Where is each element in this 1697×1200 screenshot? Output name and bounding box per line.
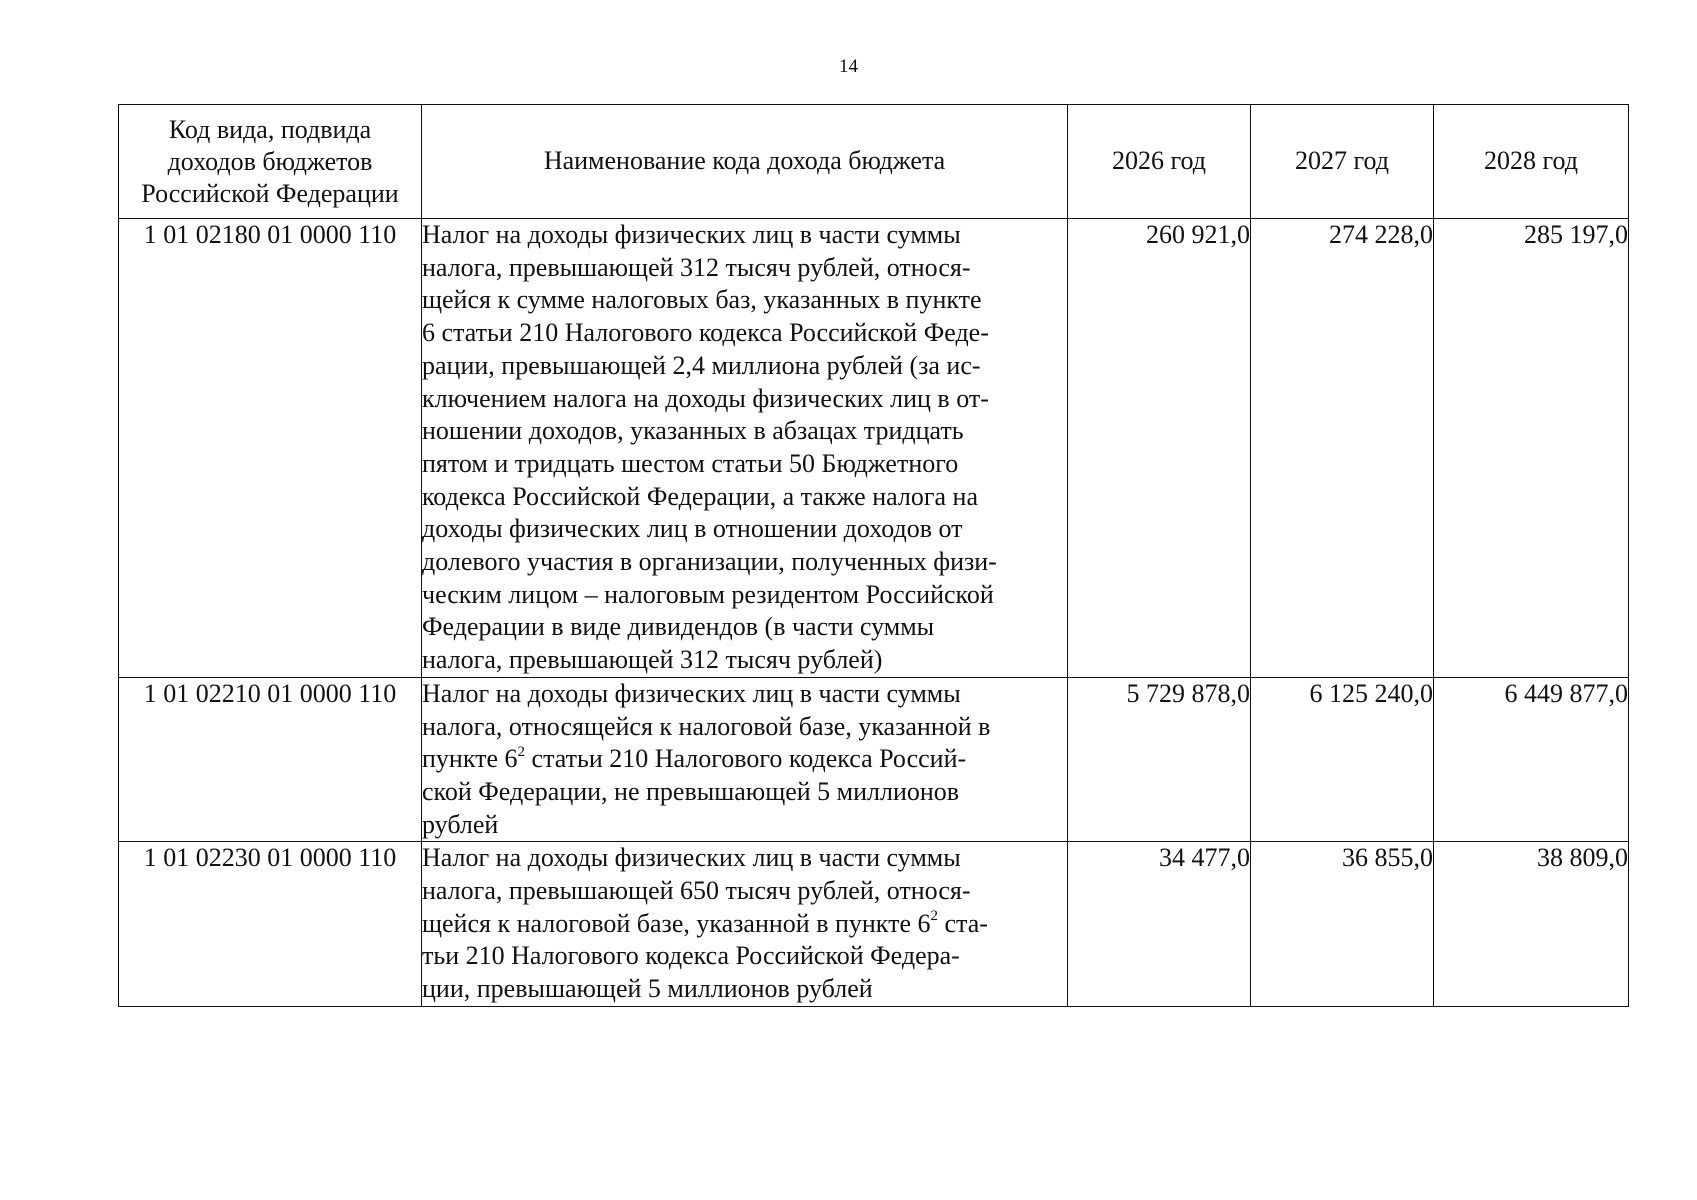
header-code-line: Код вида, подвида <box>168 114 372 144</box>
revenue-name-line <box>422 908 1067 941</box>
revenue-name-line: Налог на доходы физических лиц в части суммы <box>422 220 961 249</box>
text-fragment: статьи 210 Налогового кодекса Россий- <box>525 744 967 774</box>
value-cell-2028: 285 197,0 <box>1434 219 1629 678</box>
revenue-name-line: Налог на доходы физических лиц в части суммы <box>422 843 961 873</box>
revenue-name-line: щейся к сумме налоговых баз, указанных в пункте <box>422 285 982 315</box>
value-cell-2027: 274 228,0 <box>1251 219 1434 678</box>
header-year-2028: 2028 год <box>1434 105 1629 219</box>
value-cell-2026: 34 477,0 <box>1068 842 1251 1007</box>
revenue-name-line: 6 статьи 210 Налогового кодекса Российской Феде- <box>422 318 989 348</box>
revenue-name-line: долевого участия в организации, полученных физи- <box>422 547 997 577</box>
header-name: Наименование кода дохода бюджета <box>422 105 1068 219</box>
header-year-2026: 2026 год <box>1068 105 1251 219</box>
superscript: 2 <box>930 908 938 925</box>
revenue-name-cell <box>422 219 1068 678</box>
revenue-code-cell: 1 01 02230 01 0000 110 <box>119 842 422 1007</box>
text-fragment: пункте 6 <box>422 744 518 774</box>
revenue-name-line: налога, относящейся к налоговой базе, указанной в <box>422 711 991 741</box>
superscript: 2 <box>517 743 526 760</box>
table-row <box>119 219 1629 678</box>
table-body <box>119 219 1629 1007</box>
header-code-line: доходов бюджетов <box>167 146 373 176</box>
revenue-name-cell <box>422 842 1068 1007</box>
revenue-name-line: ческим лицом – налоговым резидентом Российской <box>422 579 994 609</box>
revenue-name-line: тьи 210 Налогового кодекса Российской Федера- <box>422 941 960 971</box>
table-row <box>119 677 1629 842</box>
revenue-name-line: пятом и тридцать шестом статьи 50 Бюджетного <box>422 448 959 478</box>
revenue-code-cell: 1 01 02210 01 0000 110 <box>119 677 422 842</box>
value-cell-2028: 38 809,0 <box>1434 842 1629 1007</box>
revenue-name-line: ской Федерации, не превышающей 5 миллионов <box>422 776 960 806</box>
table-row <box>119 842 1629 1007</box>
value-cell-2027: 6 125 240,0 <box>1251 677 1434 842</box>
revenue-name-line: кодекса Российской Федерации, а также налога на <box>422 481 979 511</box>
revenue-name-line: доходы физических лиц в отношении доходов от <box>422 514 963 544</box>
revenue-name-line <box>422 743 1067 776</box>
revenue-name-line: ции, превышающей 5 миллионов рублей <box>422 974 873 1004</box>
header-code-line: Российской Федерации <box>141 178 399 208</box>
revenue-name-line: налога, превышающей 312 тысяч рублей) <box>422 645 883 675</box>
header-year-2027: 2027 год <box>1251 105 1434 219</box>
revenue-name-line: налога, превышающей 312 тысяч рублей, относя- <box>422 252 971 282</box>
revenue-name-cell <box>422 677 1068 842</box>
revenue-name-line: налога, превышающей 650 тысяч рублей, относя- <box>422 876 971 906</box>
value-cell-2027: 36 855,0 <box>1251 842 1434 1007</box>
text-fragment: ста- <box>938 908 988 938</box>
revenue-name-line: Федерации в виде дивидендов (в части суммы <box>422 612 935 642</box>
value-cell-2028: 6 449 877,0 <box>1434 677 1629 842</box>
header-row <box>119 105 1629 219</box>
revenue-name-line: рублей <box>422 809 499 839</box>
value-cell-2026: 260 921,0 <box>1068 219 1251 678</box>
budget-revenue-table <box>118 104 1629 1007</box>
revenue-name-line: рации, превышающей 2,4 миллиона рублей (за ис- <box>422 350 981 380</box>
text-fragment: щейся к налоговой базе, указанной в пункте 6 <box>422 908 931 938</box>
header-code <box>119 105 422 219</box>
page-number: 14 <box>839 56 858 77</box>
revenue-name-line: Налог на доходы физических лиц в части суммы <box>422 678 961 708</box>
revenue-name-line: ношении доходов, указанных в абзацах тридцать <box>422 416 964 446</box>
value-cell-2026: 5 729 878,0 <box>1068 677 1251 842</box>
revenue-name-line: ключением налога на доходы физических лиц в от- <box>422 383 989 413</box>
revenue-code-cell: 1 01 02180 01 0000 110 <box>119 219 422 678</box>
